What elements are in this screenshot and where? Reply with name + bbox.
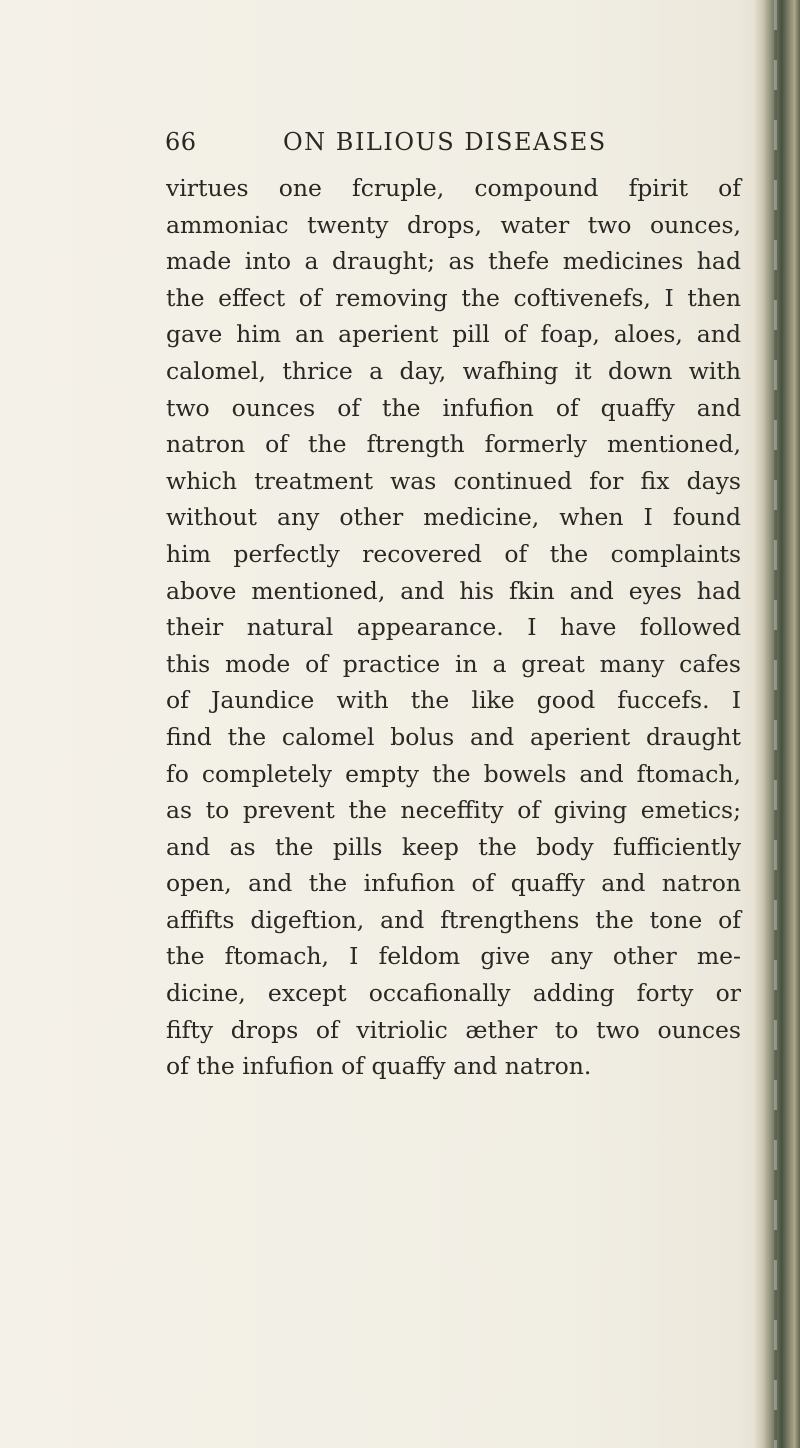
text-line: fifty drops of vitriolic æther to two ounces	[166, 1015, 741, 1044]
running-head: ON BILIOUS DISEASES	[283, 128, 607, 156]
text-line: affifts digeftion, and ftrengthens the tone of	[166, 905, 741, 934]
text-line: calomel, thrice a day, wafhing it down with	[166, 356, 741, 385]
text-line: find the calomel bolus and aperient draught	[166, 722, 741, 751]
body-text	[166, 170, 741, 1085]
text-line: and as the pills keep the body fufficiently	[166, 832, 741, 861]
text-line: fo completely empty the bowels and ftomach,	[166, 759, 741, 788]
text-line: as to prevent the neceffity of giving emetics;	[166, 796, 741, 825]
page-edge-shadow	[754, 0, 800, 1448]
page-number: 66	[165, 128, 197, 156]
text-line: this mode of practice in a great many cafes	[166, 649, 741, 678]
text-line: gave him an aperient pill of foap, aloes, and	[166, 320, 741, 349]
text-line: the ftomach, I feldom give any other me-	[166, 942, 741, 971]
text-line: of Jaundice with the like good fuccefs. I	[166, 686, 741, 715]
text-line: ammoniac twenty drops, water two ounces,	[166, 210, 741, 239]
text-line: two ounces of the infufion of quaffy and	[166, 393, 741, 422]
text-line: without any other medicine, when I found	[166, 503, 741, 532]
text-line: him perfectly recovered of the complaints	[166, 539, 741, 568]
text-line: above mentioned, and his fkin and eyes had	[166, 576, 741, 605]
text-line: natron of the ftrength formerly mentioned,	[166, 430, 741, 459]
text-line: made into a draught; as thefe medicines had	[166, 247, 741, 276]
text-line: virtues one fcruple, compound fpirit of	[166, 174, 741, 202]
text-line: the effect of removing the coftivenefs, I then	[166, 283, 741, 312]
text-line: open, and the infufion of quaffy and natron	[166, 869, 741, 898]
text-line-last: of the infufion of quaffy and natron.	[166, 1052, 592, 1081]
text-line: their natural appearance. I have followed	[166, 613, 741, 642]
page-header	[165, 128, 610, 168]
text-line: which treatment was continued for fix days	[166, 466, 741, 495]
text-line: dicine, except occafionally adding forty or	[166, 979, 741, 1008]
